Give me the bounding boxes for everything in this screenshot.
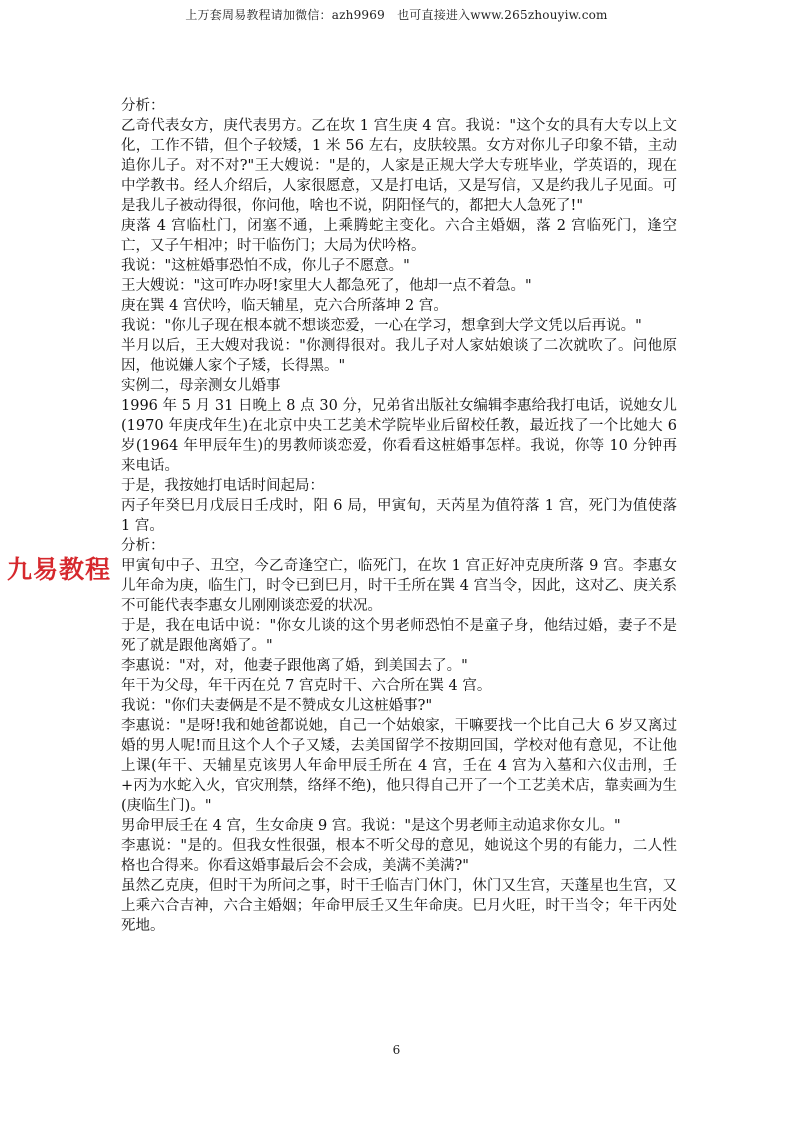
paragraph: 于是，我按她打电话时间起局： — [121, 478, 324, 494]
paragraph: 虽然乙克庚，但时干为所问之事，时干壬临吉门休门，休门又生宫，天蓬星也生宫，又上乘六合吉神，六合主婚姻；年命甲辰壬又生年命庚。巳月火旺，时干当令；年干丙处死地。 — [121, 878, 677, 934]
paragraph: 李惠说："是的。但我女性很强，根本不听父母的意见，她说这个男的有能力，二人性格也合得来。你看这婚事最后会不会成，美满不美满?" — [121, 838, 677, 874]
paragraph: 我说："这桩婚事恐怕不成，你儿子不愿意。" — [121, 258, 410, 274]
paragraph: 王大嫂说："这可咋办呀!家里大人都急死了，他却一点不着急。" — [121, 278, 532, 294]
paragraph: 李惠说："对，对，他妻子跟他离了婚，到美国去了。" — [121, 658, 468, 674]
paragraph: 丙子年癸巳月戊辰日壬戌时，阳 6 局，甲寅旬，天芮星为值符落 1 宫，死门为值使落 1 宫。 — [121, 498, 677, 534]
section-heading: 实例二，母亲测女儿婚事 — [121, 378, 281, 394]
paragraph: 男命甲辰壬在 4 宫，生女命庚 9 宫。我说："是这个男老师主动追求你女儿。" — [121, 818, 621, 834]
paragraph: 庚在巽 4 宫伏吟，临天辅星，克六合所落坤 2 宫。 — [121, 298, 448, 314]
paragraph: 1996 年 5 月 31 日晚上 8 点 30 分，兄弟省出版社女编辑李惠给我打电话，说她女儿(1970 年庚戌年生)在北京中央工艺美术学院毕业后留校任教，最近找了一个比她大 6 岁(1964 年甲辰年生)的男教师谈恋爱，你看看这桩婚事怎样。我说，你等 10 分钟再来电话。 — [121, 398, 677, 474]
paragraph: 庚落 4 宫临杜门，闭塞不通，上乘腾蛇主变化。六合主婚姻，落 2 宫临死门，逢空亡，又子午相冲；时干临伤门；大局为伏吟格。 — [121, 218, 677, 254]
paragraph: 于是，我在电话中说："你女儿谈的这个男老师恐怕不是童子身，他结过婚，妻子不是死了就是跟他离婚了。" — [121, 618, 677, 654]
paragraph: 分析： — [121, 98, 165, 114]
paragraph: 乙奇代表女方，庚代表男方。乙在坎 1 宫生庚 4 宫。我说："这个女的具有大专以上文化，工作不错，但个子较矮，1 米 56 左右，皮肤较黑。女方对你儿子印象不错，主动追你儿子。对不对?"王大嫂说："是的，人家是正规大学大专班毕业，学英语的，现在中学教书。经人介绍后，人家很愿意，又是打电话，又是写信，又是约我儿子见面。可是我儿子被动得很，你问他，啥也不说，阴阳怪气的，都把大人急死了!" — [121, 118, 677, 214]
paragraph: 分析： — [121, 538, 165, 554]
page-header: 上万套周易教程请加微信：azh9969 也可直接进入www.265zhouyiw.com — [185, 8, 608, 22]
paragraph: 甲寅旬中子、丑空，今乙奇逢空亡，临死门，在坎 1 宫正好冲克庚所落 9 宫。李惠女儿年命为庚，临生门，时令已到巳月，时干壬所在巽 4 宫当令，因此，这对乙、庚关系不可能代表李惠女儿刚刚谈恋爱的状况。 — [121, 558, 677, 614]
watermark-logo: 九易教程 — [5, 548, 117, 590]
paragraph: 我说："你儿子现在根本就不想谈恋爱，一心在学习，想拿到大学文凭以后再说。" — [121, 318, 642, 334]
paragraph: 半月以后，王大嫂对我说："你测得很对。我儿子对人家姑娘谈了二次就吹了。问他原因，他说嫌人家个子矮，长得黑。" — [121, 338, 677, 374]
paragraph: 我说："你们夫妻俩是不是不赞成女儿这桩婚事?" — [121, 698, 433, 714]
paragraph: 李惠说："是呀!我和她爸都说她，自己一个姑娘家，干嘛要找一个比自己大 6 岁又离过婚的男人呢!而且这个人个子又矮，去美国留学不按期回国，学校对他有意见，不让他上课(年干、天辅星克该男人年命甲辰壬所在 4 宫，壬在 4 宫为入墓和六仪击刑，壬+丙为水蛇入火，官灾刑禁，络绎不绝)，他只得自己开了一个工艺美术店，靠卖画为生(庚临生门)。" — [121, 718, 677, 814]
paragraph: 年干为父母，年干丙在兑 7 宫克时干、六合所在巽 4 宫。 — [121, 678, 492, 694]
page-number: 6 — [392, 1043, 401, 1057]
document-body — [121, 96, 677, 936]
